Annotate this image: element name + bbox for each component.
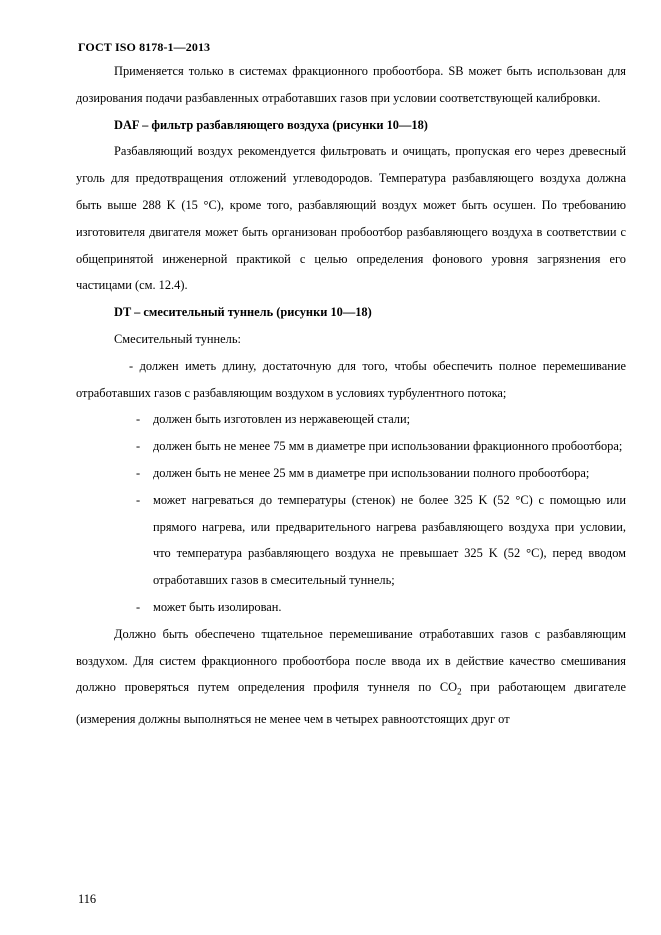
document-body bbox=[76, 58, 626, 732]
paragraph-daf: Разбавляющий воздух рекомендуется фильтровать и очищать, пропуская его через древесный уголь для предотвращения отложений углеводородов. Температура разбавляющего воздуха должна быть выше 288 K (15 °C), кроме того, разбавляющий воздух может быть осушен. По требованию изготовителя двигателя может быть организован пробоотбор разбавляющего воздуха в соответствии с общепринятой инженерной практикой с целью определения фонового уровня загрязнения его частицами (см. 12.4). bbox=[76, 144, 626, 293]
list-item-steel bbox=[76, 406, 626, 433]
list-item-heating bbox=[76, 487, 626, 594]
list-item-text: должен быть изготовлен из нержавеющей стали; bbox=[153, 412, 411, 427]
paragraph-mixing-part1: Должно быть обеспечено тщательное перемешивание отработавших газов с разбавляющим воздухом. Для систем фракционного пробоотбора после ввода их в действие качество смешивания должно проверяться путем определения профиля туннеля по CO bbox=[76, 626, 626, 695]
paragraph-sb: Применяется только в системах фракционного пробоотбора. SB может быть использован для дозирования подачи разбавленных отработавших газов при условии соответствующей калибровки. bbox=[76, 64, 626, 105]
list-item-diameter-25 bbox=[76, 460, 626, 487]
document-header: ГОСТ ISO 8178-1—2013 bbox=[78, 40, 211, 54]
paragraph-mixing bbox=[76, 621, 626, 733]
heading-daf: DAF – фильтр разбавляющего воздуха (рисунки 10—18) bbox=[114, 117, 428, 132]
list-item-length: - должен иметь длину, достаточную для того, чтобы обеспечить полное перемешивание отработавших газов с разбавляющим воздухом в условиях турбулентного потока; bbox=[76, 358, 626, 400]
list-item-text: должен быть не менее 75 мм в диаметре при использовании фракционного пробоотбора; bbox=[153, 439, 623, 454]
dash-marker: - bbox=[136, 439, 141, 454]
list-item-diameter-75 bbox=[76, 433, 626, 460]
page-number: 116 bbox=[78, 892, 97, 906]
dash-marker: - bbox=[136, 492, 141, 507]
heading-dt: DT – смесительный туннель (рисунки 10—18) bbox=[114, 305, 372, 320]
dash-marker: - bbox=[136, 465, 141, 480]
dash-marker: - bbox=[136, 599, 141, 614]
list-item-text: может нагреваться до температуры (стенок) не более 325 K (52 °C) с помощью или прямого нагрева, или предварительного нагрева разбавляющего воздуха при условии, что температура разбавляющего воздуха не превышает 325 K (52 °C), перед вводом отработавших газов в смесительный туннель; bbox=[153, 492, 626, 588]
paragraph-mixing-part2: при работающем двигателе (измерения должны выполняться не менее чем в четырех равноотстоящих друг от bbox=[76, 680, 626, 726]
dash-marker: - bbox=[136, 412, 141, 427]
list-item-text: должен быть не менее 25 мм в диаметре при использовании полного пробоотбора; bbox=[153, 465, 590, 480]
subscript-2: 2 bbox=[457, 686, 462, 697]
list-item-text: может быть изолирован. bbox=[153, 599, 282, 614]
paragraph-dt-intro: Смесительный туннель: bbox=[114, 331, 241, 346]
list-item-insulation bbox=[76, 594, 626, 621]
